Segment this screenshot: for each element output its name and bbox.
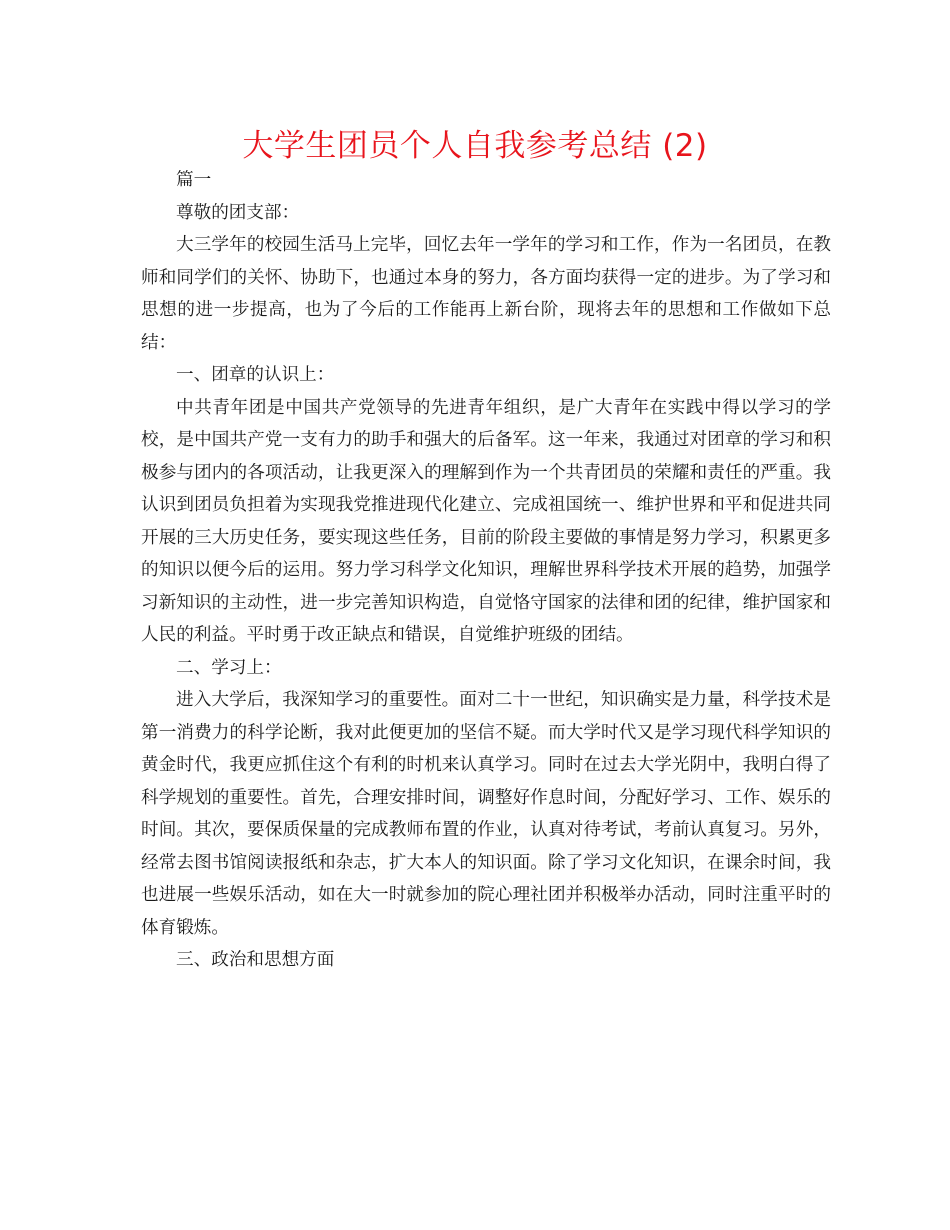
paragraph-league-charter: 中共青年团是中国共产党领导的先进青年组织，是广大青年在实践中得以学习的学校，是中国共产党一支有力的助手和强大的后备军。这一年来，我通过对团章的学习和积极参与团内的各项活动，让我更深入的理解到作为一个共青团员的荣耀和责任的严重。我认识到团员负担着为实现我党推进现代化建立、完成祖国统一、维护世界和平和促进共同开展的三大历史任务，要实现这些任务，目前的阶段主要做的事情是努力学习，积累更多的知识以便今后的运用。努力学习科学文化知识，理解世界科学技术开展的趋势，加强学习新知识的主动性，进一步完善知识构造，自觉恪守国家的法律和团的纪律，维护国家和人民的利益。平时勇于改正缺点和错误，自觉维护班级的团结。: [141, 397, 831, 645]
heading-study: 二、学习上：: [176, 657, 282, 678]
document-title: 大学生团员个人自我参考总结 (2): [242, 128, 708, 164]
heading-league-charter: 一、团章的认识上：: [176, 365, 335, 385]
paragraph-section-label: 篇一: [176, 170, 212, 190]
paragraph-study: 进入大学后，我深知学习的重要性。面对二十一世纪，知识确实是力量，科学技术是第一消费力的科学论断，我对此便更加的坚信不疑。而大学时代又是学习现代科学知识的黄金时代，我更应抓住这个有利的时机来认真学习。同时在过去大学光阴中，我明白得了科学规划的重要性。首先，合理安排时间，调整好作息时间，分配好学习、工作、娱乐的时间。其次，要保质保量的完成教师布置的作业，认真对待考试，考前认真复习。另外，经常去图书馆阅读报纸和杂志，扩大本人的知识面。除了学习文化知识，在课余时间，我也进展一些娱乐活动，如在大一时就参加的院心理社团并积极举办活动，同时注重平时的体育锻炼。: [141, 690, 831, 938]
document-body: [141, 164, 831, 977]
heading-politics-thought: 三、政治和思想方面: [176, 950, 335, 970]
paragraph-salutation: 尊敬的团支部：: [176, 202, 300, 223]
paragraph-intro: 大三学年的校园生活马上完毕，回忆去年一学年的学习和工作，作为一名团员，在教师和同学们的关怀、协助下，也通过本身的努力，各方面均获得一定的进步。为了学习和思想的进一步提高，也为了今后的工作能再上新台阶，现将去年的思想和工作做如下总结：: [141, 235, 831, 353]
